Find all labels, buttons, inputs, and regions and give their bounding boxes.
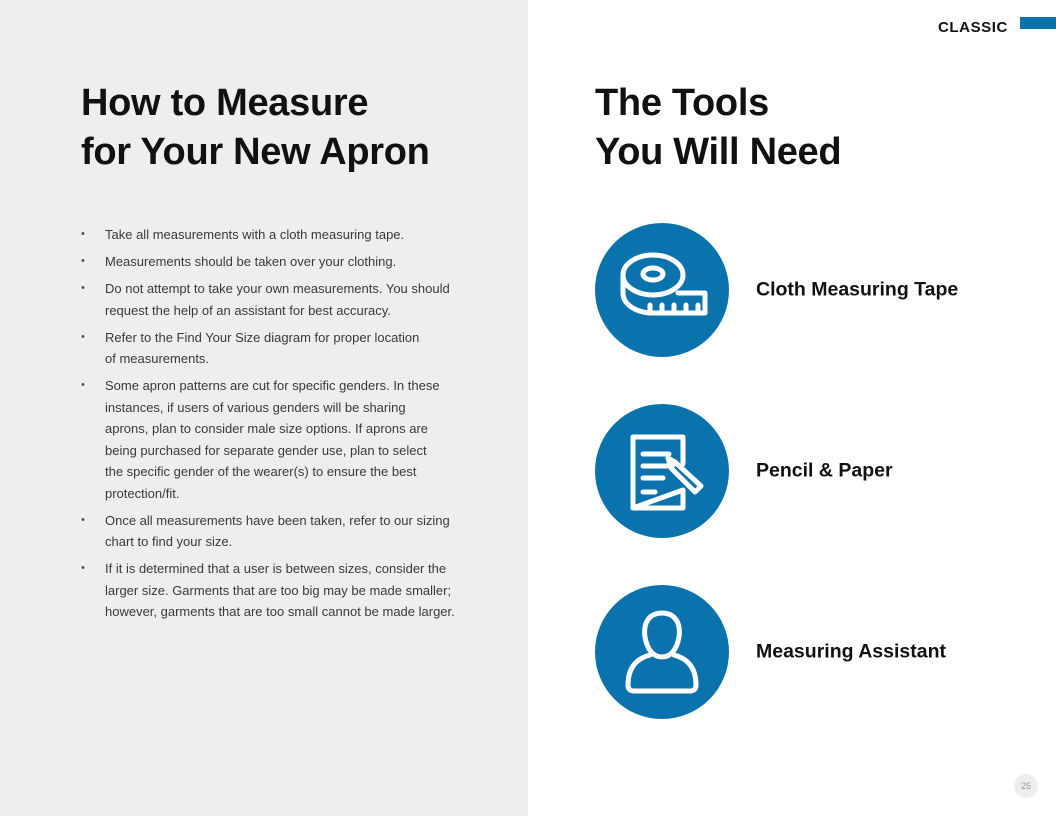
bullet-line: Measurements should be taken over your clothing. [105, 254, 397, 269]
list-item [81, 251, 461, 273]
document-pencil-icon [595, 404, 729, 538]
list-item [81, 510, 461, 553]
bullet-line: If it is determined that a user is between sizes, consider the [105, 561, 447, 576]
list-item [81, 558, 461, 623]
tool-icon-circle [595, 585, 729, 719]
right-title [595, 79, 841, 177]
page-number: 25 [1014, 774, 1038, 798]
bullet-line: chart to find your size. [105, 534, 233, 549]
tool-label: Cloth Measuring Tape [756, 278, 959, 301]
bullet-line: larger size. Garments that are too big may be made smaller; [105, 582, 452, 598]
brand-label: CLASSIC [937, 19, 1008, 36]
measuring-tape-icon [595, 223, 729, 357]
bullet-marker: • [81, 379, 85, 391]
left-title [81, 79, 430, 177]
tool-icon-circle [595, 404, 729, 538]
tool-icon-circle [595, 223, 729, 357]
bullet-line: the specific gender of the wearer(s) to ensure the best [105, 464, 417, 479]
tool-pencil-and-paper [595, 404, 1035, 538]
bullet-marker: • [81, 562, 85, 574]
bullet-line: Refer to the Find Your Size diagram for proper location [105, 329, 420, 345]
right-title-line-2: You Will Need [595, 131, 842, 173]
bullet-line: Once all measurements have been taken, refer to our sizing [105, 512, 450, 528]
bullet-line: instances, if users of various genders will be sharing [105, 399, 406, 415]
bullet-line: of measurements. [105, 351, 210, 366]
bullet-line: Some apron patterns are cut for specific genders. In these [105, 378, 440, 393]
right-title-line-1: The Tools [595, 82, 769, 124]
bullet-line: however, garments that are too small cannot be made larger. [105, 604, 455, 619]
right-panel [528, 0, 1056, 816]
bullet-line: Take all measurements with a cloth measuring tape. [105, 227, 405, 242]
bullet-line: Do not attempt to take your own measurements. You should [105, 281, 450, 296]
bullet-marker: • [81, 282, 85, 294]
tool-label: Pencil & Paper [756, 459, 893, 482]
list-item [81, 375, 461, 504]
bullet-line: aprons, plan to consider male size options. If aprons are [105, 421, 429, 436]
bullet-marker: • [81, 330, 85, 343]
tool-measuring-assistant [595, 585, 1035, 719]
tool-cloth-measuring-tape [595, 223, 1035, 357]
brand-accent-bar [1020, 17, 1056, 29]
bullet-marker: • [81, 228, 85, 240]
list-item [81, 327, 461, 370]
list-item [81, 224, 461, 246]
list-item [81, 278, 461, 321]
bullet-line: request the help of an assistant for best accuracy. [105, 302, 391, 318]
left-title-line-1: How to Measure [81, 82, 369, 124]
measurement-instructions-list [81, 224, 461, 628]
bullet-line: protection/fit. [105, 485, 180, 501]
left-title-line-2: for Your New Apron [81, 131, 430, 173]
bullet-marker: • [81, 255, 85, 267]
bullet-line: being purchased for separate gender use, plan to select [105, 442, 427, 458]
tool-label: Measuring Assistant [756, 640, 946, 663]
person-icon [595, 585, 729, 719]
bullet-marker: • [81, 513, 85, 526]
